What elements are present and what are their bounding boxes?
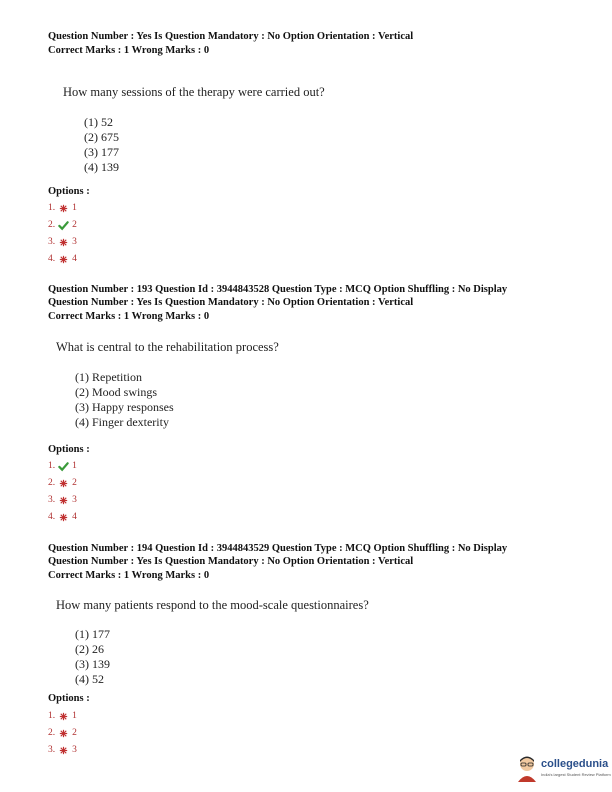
options-list [48, 458, 77, 526]
choice: (4) 139 [84, 160, 119, 174]
cross-icon [58, 711, 69, 722]
option-row [48, 458, 77, 475]
question-meta-line: Question Number : 193 Question Id : 3944843528 Question Type : MCQ Option Shuffling : No Display [48, 284, 508, 295]
choice: (4) 52 [75, 672, 104, 686]
options-label: Options : [48, 444, 90, 455]
collegedunia-logo [515, 754, 611, 786]
option-number: 1. [48, 461, 56, 471]
option-row [48, 251, 77, 268]
question-meta-line: Question Number : Yes Is Question Mandatory : No Option Orientation : Vertical [48, 31, 414, 42]
option-row [48, 509, 77, 526]
answer-choices [75, 370, 174, 430]
option-number: 2. [48, 220, 56, 230]
choice: (3) Happy responses [75, 400, 174, 414]
option-value: 4 [72, 512, 77, 522]
question-text: How many patients respond to the mood-scale questionnaires? [56, 598, 369, 612]
cross-icon [58, 203, 69, 214]
marks-line: Correct Marks : 1 Wrong Marks : 0 [48, 570, 210, 581]
cross-icon [58, 254, 69, 265]
option-value: 2 [72, 728, 77, 738]
option-row [48, 475, 77, 492]
logo-name: collegedunia [541, 758, 609, 770]
option-number: 3. [48, 745, 56, 755]
option-row [48, 492, 77, 509]
choice: (2) 675 [84, 130, 119, 144]
option-value: 1 [72, 461, 77, 471]
cross-icon [58, 495, 69, 506]
option-number: 4. [48, 254, 56, 264]
choice: (3) 139 [75, 657, 110, 671]
choice: (4) Finger dexterity [75, 415, 169, 429]
choice: (2) 26 [75, 642, 104, 656]
option-value: 1 [72, 203, 77, 213]
check-icon [58, 461, 69, 472]
question-text: How many sessions of the therapy were carried out? [63, 85, 325, 99]
option-row [48, 708, 77, 725]
question-meta-line: Question Number : Yes Is Question Mandatory : No Option Orientation : Vertical [48, 297, 414, 308]
option-number: 3. [48, 495, 56, 505]
option-number: 2. [48, 728, 56, 738]
logo-tagline: India's largest Student Review Platform [541, 772, 611, 777]
choice: (2) Mood swings [75, 385, 158, 399]
marks-line: Correct Marks : 1 Wrong Marks : 0 [48, 311, 210, 322]
cross-icon [58, 512, 69, 523]
question-meta-line: Question Number : Yes Is Question Mandatory : No Option Orientation : Vertical [48, 556, 414, 567]
options-list [48, 708, 77, 759]
option-number: 4. [48, 512, 56, 522]
option-row [48, 217, 77, 234]
answer-choices [84, 115, 119, 175]
cross-icon [58, 237, 69, 248]
option-value: 1 [72, 711, 77, 721]
option-row [48, 742, 77, 759]
option-row [48, 725, 77, 742]
option-number: 2. [48, 478, 56, 488]
option-value: 4 [72, 254, 77, 264]
option-value: 2 [72, 220, 77, 230]
marks-line: Correct Marks : 1 Wrong Marks : 0 [48, 45, 210, 56]
option-value: 3 [72, 495, 77, 505]
mascot-icon [515, 754, 539, 782]
options-list [48, 200, 77, 268]
choice: (1) 52 [84, 115, 113, 129]
option-value: 3 [72, 237, 77, 247]
cross-icon [58, 478, 69, 489]
options-label: Options : [48, 186, 90, 197]
option-number: 1. [48, 711, 56, 721]
choice: (3) 177 [84, 145, 119, 159]
question-meta-line: Question Number : 194 Question Id : 3944843529 Question Type : MCQ Option Shuffling : No Display [48, 543, 508, 554]
option-row [48, 234, 77, 251]
option-row [48, 200, 77, 217]
choice: (1) 177 [75, 627, 110, 641]
option-value: 3 [72, 745, 77, 755]
option-value: 2 [72, 478, 77, 488]
check-icon [58, 220, 69, 231]
options-label: Options : [48, 693, 90, 704]
question-text: What is central to the rehabilitation process? [56, 340, 279, 354]
choice: (1) Repetition [75, 370, 142, 384]
option-number: 1. [48, 203, 56, 213]
option-number: 3. [48, 237, 56, 247]
cross-icon [58, 745, 69, 756]
answer-choices [75, 627, 110, 687]
cross-icon [58, 728, 69, 739]
